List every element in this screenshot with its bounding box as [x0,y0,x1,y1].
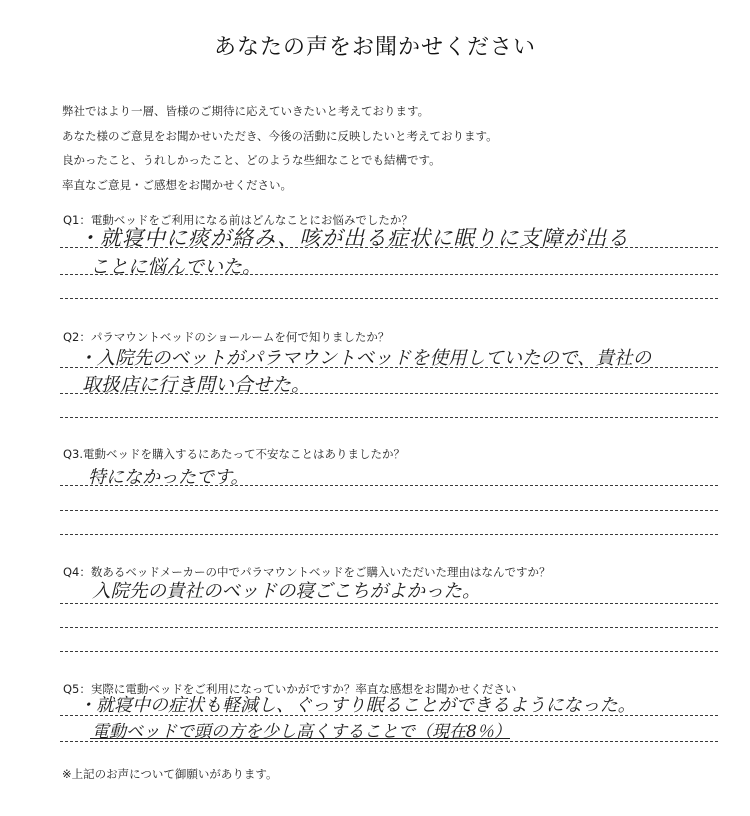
answer-q2-line1: ・入院先のベットがパラマウントベッドを使用していたので、貴社の [78,348,652,369]
answer-line [60,534,718,535]
answer-line [60,715,718,716]
answer-q1-line1: ・就寝中に痰が絡み、咳が出る症状に眠りに支障が出る [78,226,630,250]
answer-line [60,274,718,275]
answer-q4-line1: 入院先の貴社のベッドの寝ごこちがよかった。 [92,581,481,602]
answer-line [60,485,718,486]
answer-line [60,298,718,299]
answer-line [60,627,718,628]
intro-text [62,99,702,197]
answer-q1-line2: ことに悩んでいた。 [90,256,262,278]
page-title: あなたの声をお聞かせください [213,35,536,60]
answer-line [60,417,718,418]
footnote: ※上記のお声について御願いがあります。 [62,767,278,781]
intro-line: 弊社ではより一層、皆様のご期待に応えていきたいと考えております。 [62,104,430,118]
answer-line [60,651,718,652]
answer-q2-line2: 取扱店に行き問い合せた。 [82,374,311,396]
answer-line [60,367,718,368]
intro-line: あなた様のご意見をお聞かせいただき、今後の活動に反映したいと考えております。 [62,128,498,143]
answer-line [60,247,718,248]
intro-line: 率直なご意見・ご感想をお聞かせください。 [62,177,292,192]
answer-q5-line1: ・就寝中の症状も軽減し、ぐっすり眠ることができるようになった。 [78,695,636,716]
answer-line [60,741,718,742]
question-q3: Q3.電動ベッドを購入するにあたって不安なことはありましたか？ [63,447,406,461]
answer-line [60,510,718,511]
answer-q3-line1: 特になかったです。 [88,467,249,488]
question-q4: Q4：数あるベッドメーカーの中でパラマウントベッドをご購入いただいた理由はなんですか？ [63,565,551,579]
question-q1: Q1：電動ベッドをご利用になる前はどんなことにお悩みでしたか？ [63,213,413,227]
intro-line: 良かったこと、うれしかったこと、どのような些細なことでも結構です。 [62,153,441,167]
question-q5: Q5：実際に電動ベッドをご利用になっていかがですか？率直な感想をお聞かせください [63,682,517,696]
handwritten-underline [90,738,510,739]
answer-q5-line2: 電動ベッドで頭の方を少し高くすることで（現在8％） [92,722,511,742]
question-q2: Q2：パラマウントベッドのショールームを何で知りましたか？ [63,330,390,344]
answer-line [60,603,718,604]
answer-line [60,393,718,394]
